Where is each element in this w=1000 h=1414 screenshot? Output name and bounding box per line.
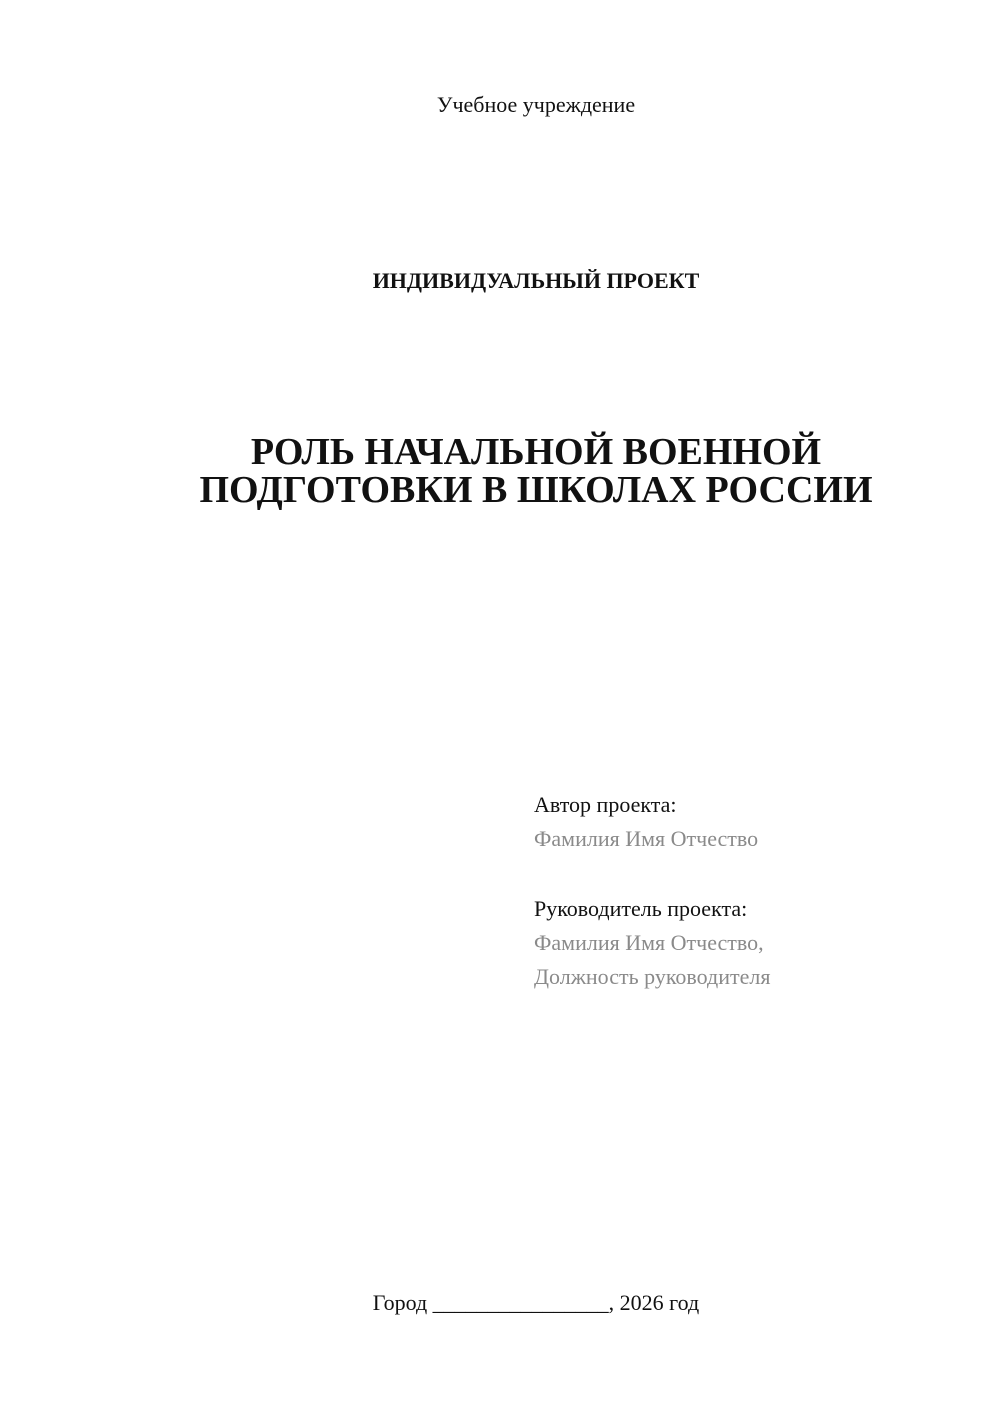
info-spacer — [534, 856, 770, 892]
document-type: ИНДИВИДУАЛЬНЫЙ ПРОЕКТ — [372, 268, 700, 293]
city-year-line: Город ________________, 2026 год — [372, 1290, 700, 1315]
project-title — [0, 433, 1000, 509]
project-title-line-2: ПОДГОТОВКИ В ШКОЛАХ РОССИИ — [199, 469, 873, 511]
supervisor-name: Фамилия Имя Отчество, — [534, 930, 764, 955]
author-name: Фамилия Имя Отчество — [534, 826, 759, 851]
author-label: Автор проекта: — [534, 792, 677, 817]
project-info-block — [534, 788, 770, 994]
supervisor-position: Должность руководителя — [534, 964, 771, 989]
supervisor-label: Руководитель проекта: — [534, 896, 748, 921]
institution-name: Учебное учреждение — [436, 92, 636, 117]
project-title-line-1: РОЛЬ НАЧАЛЬНОЙ ВОЕННОЙ — [250, 431, 822, 473]
